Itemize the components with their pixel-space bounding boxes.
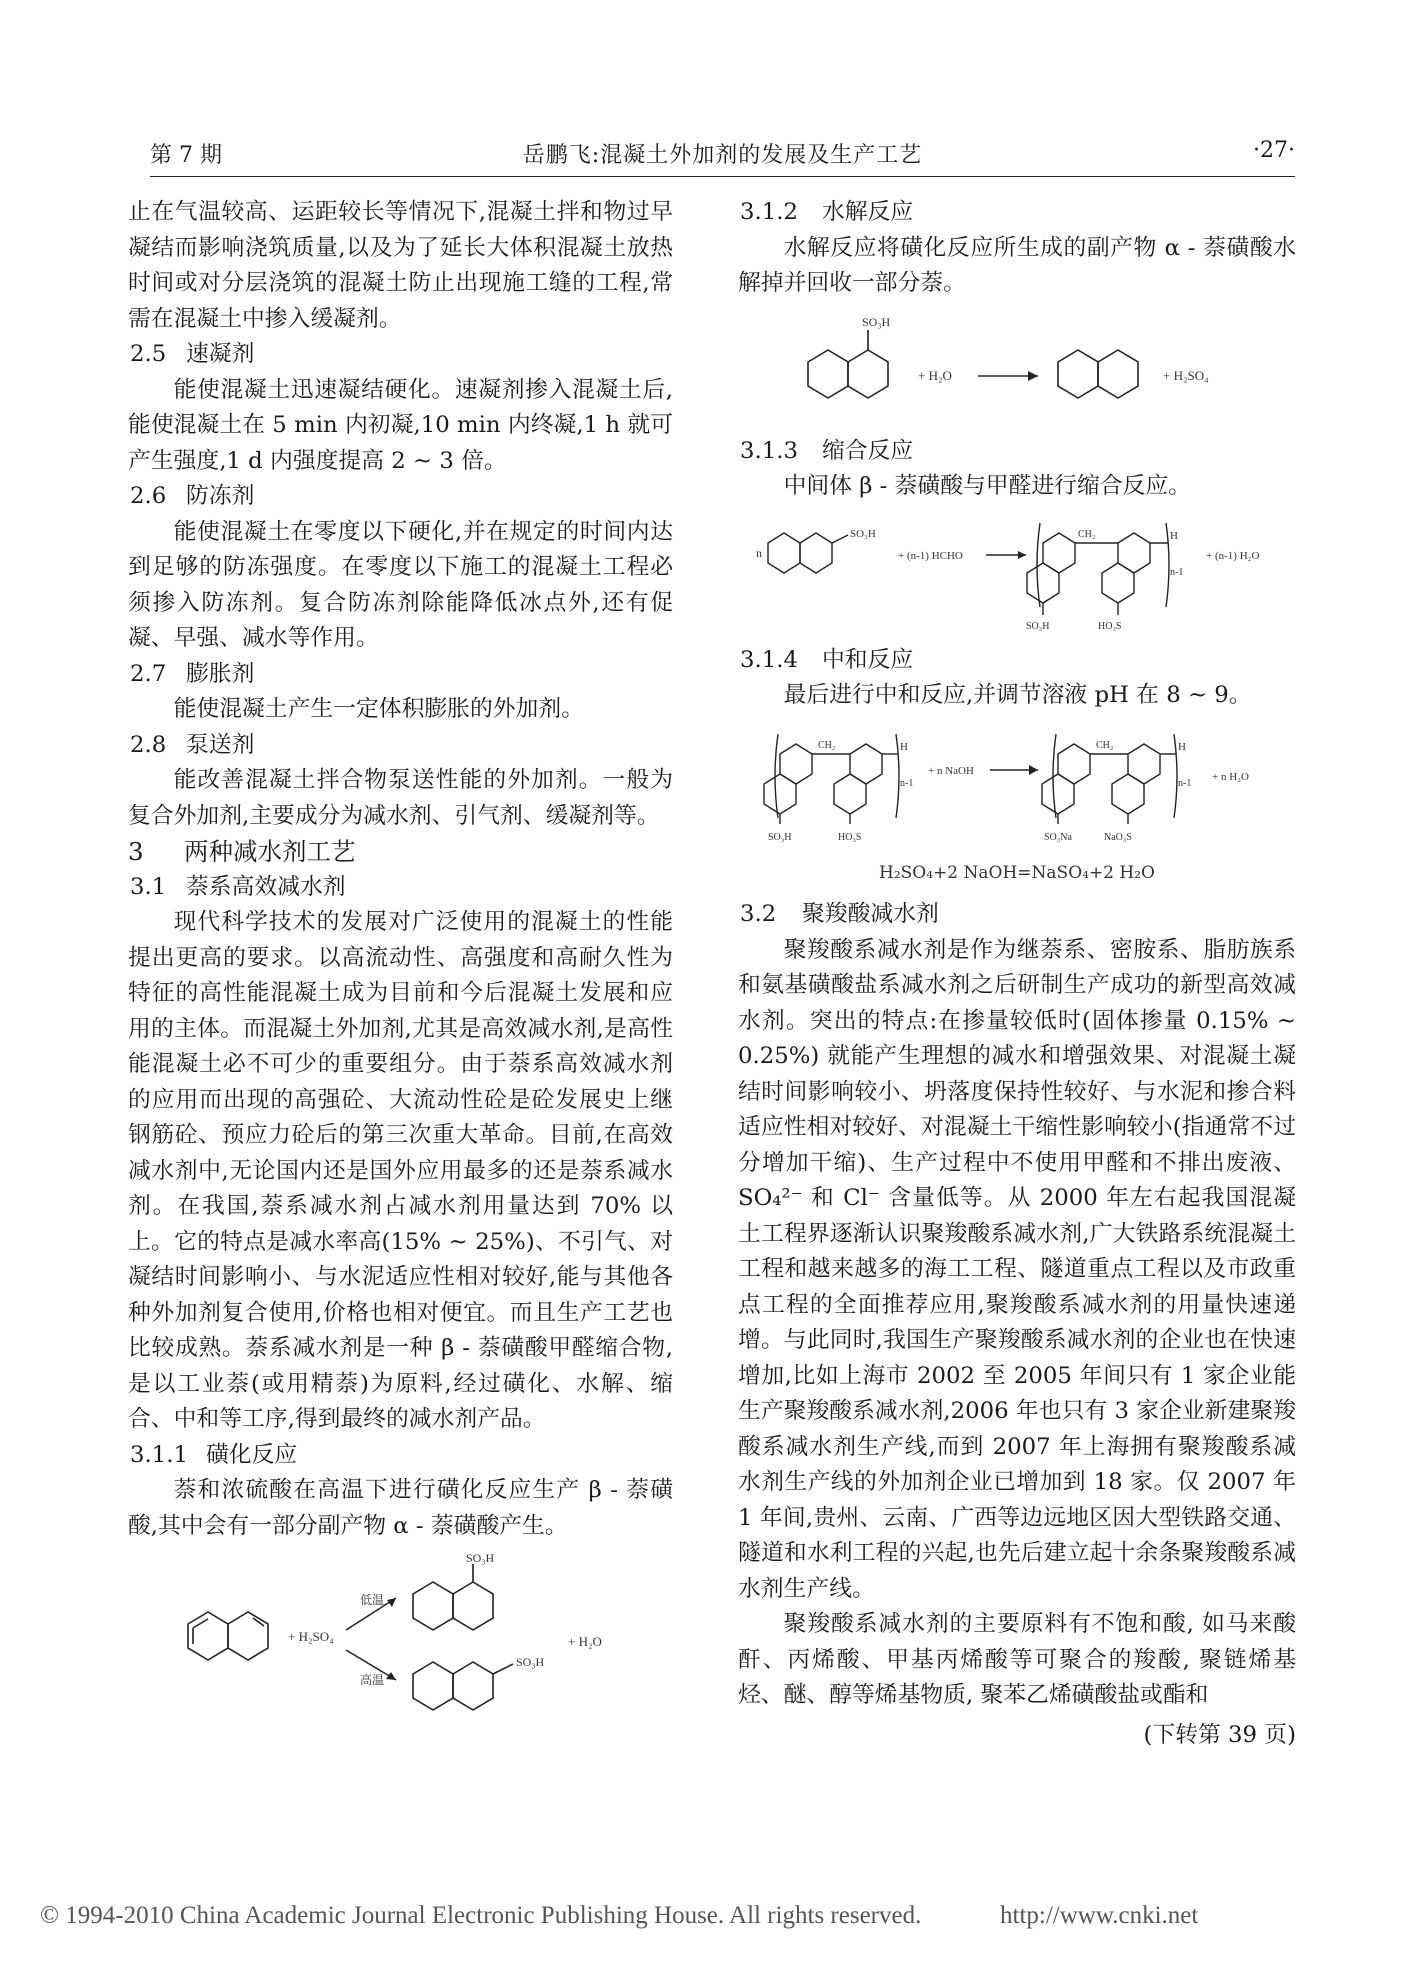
neutralization-reaction-figure xyxy=(738,724,1296,846)
section-number: 2.8 xyxy=(130,731,167,758)
alpha-naphthalenesulfonic-acid-structure xyxy=(413,1564,493,1630)
product-h2o: + n H₂O xyxy=(1212,770,1249,783)
section-title: 泵送剂 xyxy=(186,731,255,758)
paragraph-3-2-materials: 聚羧酸系减水剂的主要原料有不饱和酸, 如马来酸酐、丙烯酸、甲基丙烯酸等可聚合的羧酸, 聚链烯基烃、醚、醇等烯基物质, 聚苯乙烯磺酸盐或酯和 xyxy=(738,1611,1296,1708)
section-heading-3-1-1 xyxy=(128,1438,673,1474)
section-title: 两种减水剂工艺 xyxy=(184,837,356,866)
reagent-hcho: + (n-1) HCHO xyxy=(898,549,963,562)
repeat-index-right: n-1 xyxy=(1178,777,1192,789)
left-column xyxy=(128,195,673,1744)
label-low-temp: 低温 xyxy=(360,1593,385,1607)
section-heading-2-8 xyxy=(128,728,673,764)
section-title: 聚羧酸减水剂 xyxy=(802,901,939,927)
section-title: 水解反应 xyxy=(822,199,914,225)
condensation-reaction-figure xyxy=(738,515,1296,633)
paragraph-2-8: 能改善混凝土拌合物泵送性能的外加剂。一般为复合外加剂,主要成分为减水剂、引气剂、缓凝剂等。 xyxy=(128,767,673,829)
so3h-bottom: SO₃H xyxy=(768,831,792,843)
reagent-h2o: + H₂O xyxy=(918,367,952,383)
paragraph-2-7: 能使混凝土产生一定体积膨胀的外加剂。 xyxy=(173,696,584,722)
paragraph-3-1: 现代科学技术的发展对广泛使用的混凝土的性能提出更高的要求。以高流动性、高强度和高耐久性为特征的高性能混凝土成为目前和今后混凝土发展和应用的主体。而混凝土外加剂,尤其是高效减水剂,是高性能混凝土必不可少的重要组分。由于萘系高效减水剂的应用而出现的高强砼、大流动性砼是砼发展史上继钢筋砼、预应力砼后的第三次重大革命。目前,在高效减水剂中,无论国内还是国外应用最多的还是萘系减水剂。在我国,萘系减水剂占减水剂用量达到 70% 以上。它的特点是减水率高(15% ~ 25%)、不引气、对凝结时间影响小、与水泥适应性相对较好,能与其他各种外加剂复合使用,价格也相对便宜。而且生产工艺也比较成熟。萘系减水剂是一种 β - 萘磺酸甲醛缩合物,是以工业萘(或用精萘)为原料,经过磺化、水解、缩合、中和等工序,得到最终的减水剂产品。 xyxy=(128,909,673,1432)
paragraph-3-2: 聚羧酸系减水剂是作为继萘系、密胺系、脂肪族系和氨基磺酸盐系减水剂之后研制生产成功的新型高效减水剂。突出的特点:在掺量较低时(固体掺量 0.15% ~ 0.25%) 就能产生理想的减水和增强效果、对混凝土凝结时间影响较小、坍落度保持性较好、与水泥和掺合料适应性相对较好、对混凝土干缩性影响较小(指通常不过分增加干缩)、生产过程中不使用甲醛和不排出废液、SO₄²⁻ 和 Cl⁻ 含量低等。从 2000 年左右起我国混凝土工程界逐渐认识聚羧酸系减水剂,广大铁路系统混凝土工程和越来越多的海工工程、隧道重点工程以及市政重点工程的全面推荐应用,聚羧酸系减水剂的用量快速递增。与此同时,我国生产聚羧酸系减水剂的企业也在快速增加,比如上海市 2002 至 2005 年间只有 1 家企业能生产聚羧酸系减水剂,2006 年也只有 3 家企业新建聚羧酸系减水剂生产线,而到 2007 年上海拥有聚羧酸系减水剂生产线的外加剂企业已增加到 18 家。仅 2007 年 1 年间,贵州、云南、广西等边远地区因大型铁路交通、隧道和水利工程的兴起,也先后建立起十余条聚羧酸系减水剂生产线。 xyxy=(738,936,1296,1602)
cnki-url: http://www.cnki.net xyxy=(1000,1902,1199,1929)
paragraph-2-6: 能使混凝土在零度以下硬化,并在规定的时间内达到足够的防冻强度。在零度以下施工的混凝土工程必须掺入防冻剂。复合防冻剂除能降低冰点外,还有促凝、早强、减水等作用。 xyxy=(128,518,673,651)
so3h-bottom-a: SO₃H xyxy=(1026,620,1050,632)
naphthalene-structure xyxy=(1058,350,1138,398)
section-title: 速凝剂 xyxy=(186,341,255,367)
paragraph-3-1-3: 中间体 β - 萘磺酸与甲醛进行缩合反应。 xyxy=(783,473,1191,499)
h-end-right: H xyxy=(1178,740,1186,753)
beta-so3h-label: SO₃H xyxy=(516,1655,545,1669)
section-title: 中和反应 xyxy=(822,646,914,673)
neutralization-equation: H₂SO₄+2 NaOH=NaSO₄+2 H₂O xyxy=(879,862,1155,883)
section-title: 防冻剂 xyxy=(186,483,255,509)
page-number: ·27· xyxy=(1253,138,1295,163)
h-end-label: H xyxy=(1170,529,1178,542)
repeat-index-left: n-1 xyxy=(900,777,914,789)
coefficient-n: n xyxy=(756,545,762,560)
section-title: 缩合反应 xyxy=(822,437,914,464)
header-rule xyxy=(150,176,1295,177)
paragraph-3-1-4: 最后进行中和反应,并调节溶液 pH 在 8 ~ 9。 xyxy=(783,682,1252,708)
section-heading-3-1-3 xyxy=(738,434,1296,470)
polymer-structure xyxy=(1027,523,1169,615)
naso3-bottom: NaO₃S xyxy=(1104,831,1132,843)
beta-naphthalenesulfonic-acid-structure xyxy=(768,533,848,573)
reagent-h2so4: + H₂SO₄ xyxy=(288,1629,334,1644)
hydrolysis-reaction-figure xyxy=(738,312,1296,424)
section-number: 2.5 xyxy=(130,341,167,367)
so3h-label: SO₃H xyxy=(850,527,876,540)
issue-number: 第 7 期 xyxy=(150,143,222,168)
reagent-naoh: + n NaOH xyxy=(928,764,974,777)
beta-naphthalenesulfonic-acid-structure xyxy=(413,1662,513,1710)
paragraph-3-1-1: 萘和浓硫酸在高温下进行磺化反应生产 β - 萘磺酸,其中会有一部分副产物 α - 萘磺酸产生。 xyxy=(128,1477,673,1539)
alpha-so3h-label: SO₃H xyxy=(466,1554,495,1565)
section-number: 2.7 xyxy=(130,660,167,687)
section-title: 磺化反应 xyxy=(206,1441,298,1468)
copyright-text: © 1994-2010 China Academic Journal Electronic Publishing House. All rights reserved. xyxy=(40,1902,922,1929)
label-high-temp: 高温 xyxy=(360,1673,385,1687)
section-number: 3.2 xyxy=(740,901,777,927)
running-title: 岳鹏飞:混凝土外加剂的发展及生产工艺 xyxy=(522,143,923,168)
paragraph-3-1-2: 水解反应将磺化反应所生成的副产物 α - 萘磺酸水解掉并回收一部分萘。 xyxy=(738,234,1296,296)
section-number: 2.6 xyxy=(130,483,167,509)
section-heading-2-6 xyxy=(128,479,673,515)
ho3s-bottom-b: HO₃S xyxy=(1098,620,1122,632)
ch2-label: CH₂ xyxy=(1078,528,1096,540)
section-number: 3.1.4 xyxy=(740,646,799,673)
section-heading-3-1 xyxy=(128,870,673,906)
running-header xyxy=(150,130,1295,170)
paragraph-2-5: 能使混凝土迅速凝结硬化。速凝剂掺入混凝土后,能使混凝土在 5 min 内初凝,10 min 内终凝,1 h 就可产生强度,1 d 内强度提高 2 ~ 3 倍。 xyxy=(128,376,673,474)
sulfonation-reaction-figure xyxy=(128,1554,673,1734)
h-end-left: H xyxy=(900,740,908,753)
paragraph-intro: 止在气温较高、运距较长等情况下,混凝土拌和物过早凝结而影响浇筑质量,以及为了延长大体积混凝土放热时间或对分层浇筑的混凝土防止出现施工缝的工程,常需在混凝土中掺入缓凝剂。 xyxy=(128,199,673,332)
so3na-bottom: SO₃Na xyxy=(1044,831,1072,843)
right-column xyxy=(738,195,1296,1753)
ch2-label-left: CH₂ xyxy=(818,739,836,751)
product-h2o: + (n-1) H₂O xyxy=(1206,549,1260,562)
section-number: 3.1 xyxy=(130,873,167,900)
section-heading-2-5 xyxy=(128,337,673,373)
continued-note: (下转第 39 页) xyxy=(1143,1721,1296,1748)
section-number: 3.1.2 xyxy=(740,199,799,225)
copyright-footer xyxy=(40,1902,1400,1930)
naphthalene-structure xyxy=(188,1612,268,1660)
section-heading-2-7 xyxy=(128,657,673,693)
section-heading-3 xyxy=(128,834,673,870)
section-heading-3-1-4 xyxy=(738,643,1296,679)
section-title: 萘系高效减水剂 xyxy=(186,873,346,900)
section-heading-3-1-2 xyxy=(738,195,1296,231)
product-h2o: + H₂O xyxy=(568,1634,602,1649)
section-number: 3.1.1 xyxy=(130,1441,189,1468)
ch2-label-right: CH₂ xyxy=(1096,739,1114,751)
product-h2so4: + H₂SO₄ xyxy=(1163,367,1209,383)
section-number: 3.1.3 xyxy=(740,437,799,464)
ho3s-bottom: HO₃S xyxy=(838,831,862,843)
alpha-naphthalenesulfonic-acid-structure xyxy=(808,330,888,398)
repeat-index: n-1 xyxy=(1170,566,1184,578)
so3h-label: SO₃H xyxy=(862,314,891,329)
section-number: 3 xyxy=(128,837,144,866)
section-heading-3-2 xyxy=(738,897,1296,933)
section-title: 膨胀剂 xyxy=(186,660,255,687)
